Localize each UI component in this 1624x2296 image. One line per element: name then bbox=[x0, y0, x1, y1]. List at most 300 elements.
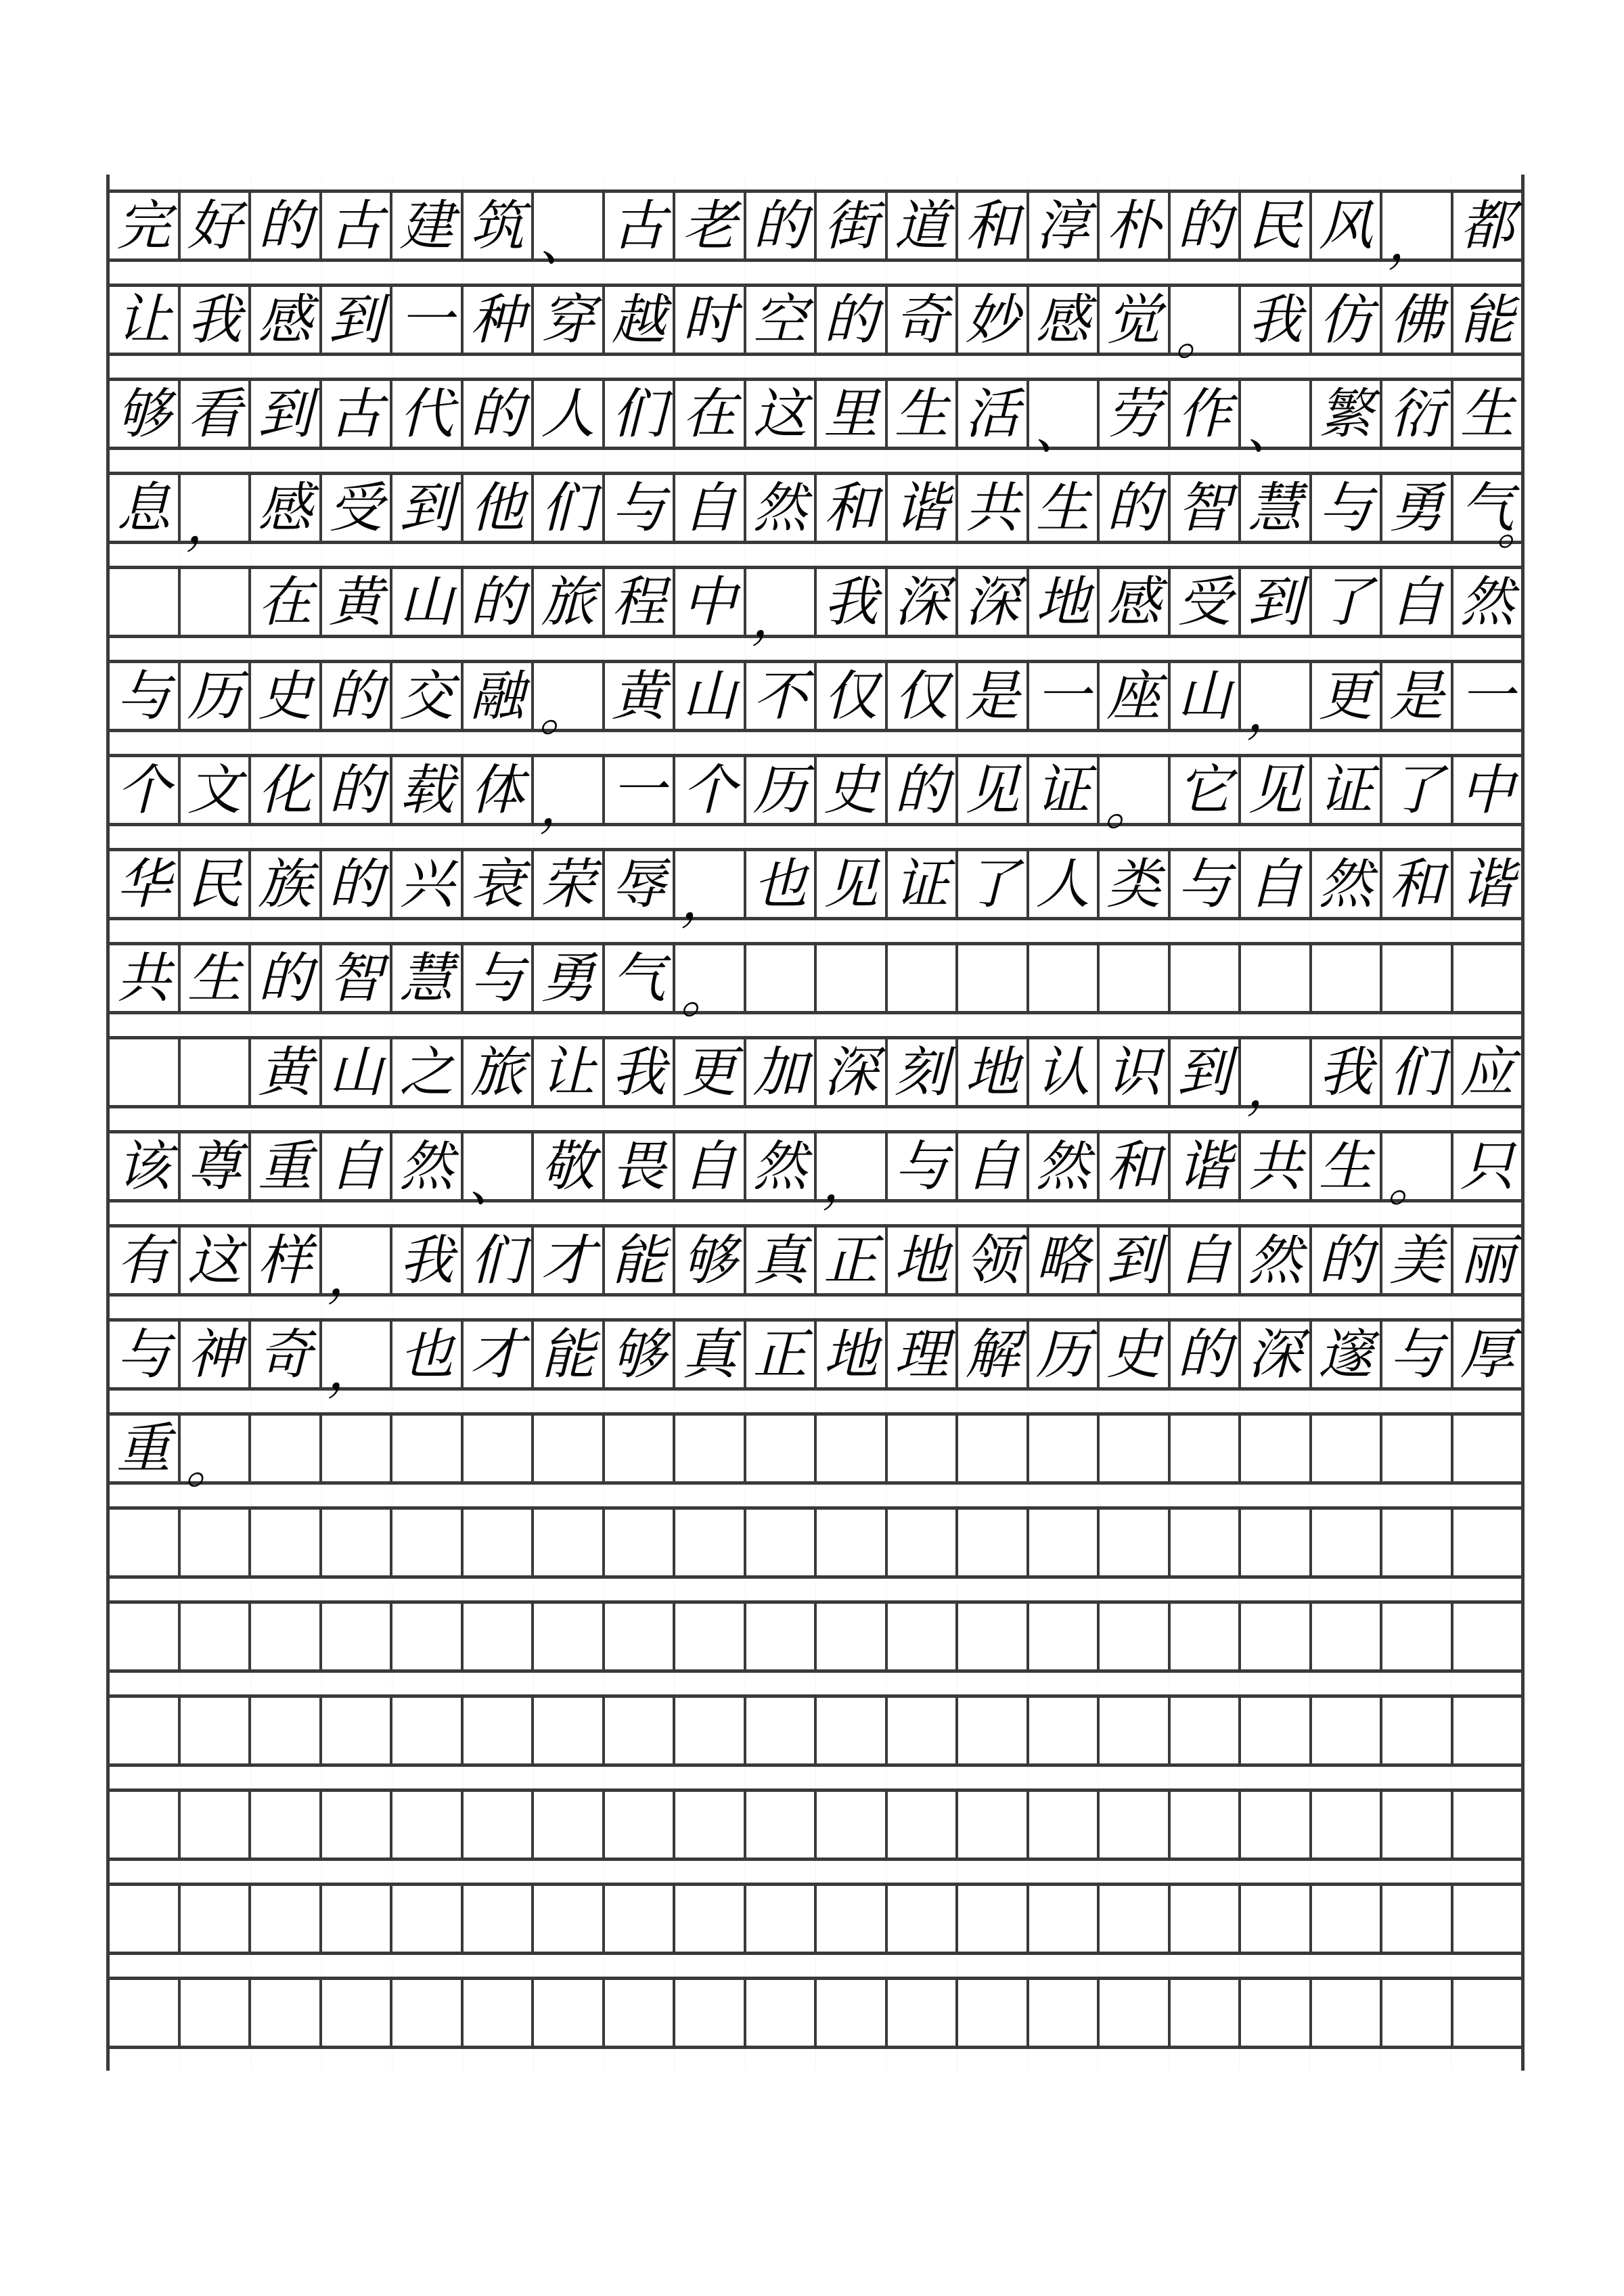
grid-cell-empty[interactable] bbox=[817, 945, 888, 1011]
grid-cell-filled[interactable] bbox=[817, 663, 888, 729]
grid-cell-filled[interactable] bbox=[1453, 193, 1522, 258]
grid-cell-empty[interactable] bbox=[1100, 1980, 1171, 2046]
grid-cell-empty[interactable] bbox=[181, 569, 252, 635]
grid-cell-filled[interactable] bbox=[322, 663, 393, 729]
grid-cell-filled[interactable] bbox=[181, 945, 252, 1011]
grid-cell-filled[interactable] bbox=[605, 1039, 676, 1105]
grid-cell-filled[interactable] bbox=[181, 1322, 252, 1387]
grid-cell-filled[interactable] bbox=[958, 851, 1029, 917]
grid-cell-filled[interactable] bbox=[817, 287, 888, 353]
grid-cell-empty[interactable] bbox=[1312, 1416, 1383, 1481]
grid-cell-empty[interactable] bbox=[675, 1886, 746, 1952]
grid-cell-filled[interactable] bbox=[534, 945, 605, 1011]
grid-cell-filled[interactable] bbox=[464, 569, 535, 635]
grid-cell-filled[interactable] bbox=[1382, 1228, 1453, 1293]
grid-cell-filled[interactable] bbox=[1029, 1322, 1100, 1387]
grid-cell-empty[interactable] bbox=[746, 1886, 817, 1952]
grid-cell-filled[interactable] bbox=[675, 381, 746, 447]
grid-cell-filled[interactable] bbox=[251, 193, 322, 258]
grid-cell-filled[interactable] bbox=[605, 851, 676, 917]
grid-cell-empty[interactable] bbox=[110, 1039, 181, 1105]
grid-cell-filled[interactable] bbox=[181, 287, 252, 353]
grid-cell-empty[interactable] bbox=[1029, 1698, 1100, 1763]
grid-cell-empty[interactable] bbox=[746, 1980, 817, 2046]
grid-cell-filled[interactable] bbox=[1312, 1228, 1383, 1293]
grid-cell-filled[interactable] bbox=[1029, 757, 1100, 823]
grid-cell-filled[interactable] bbox=[534, 381, 605, 447]
grid-cell-empty[interactable] bbox=[534, 1604, 605, 1669]
grid-cell-filled[interactable] bbox=[534, 1133, 605, 1199]
grid-cell-filled[interactable] bbox=[322, 569, 393, 635]
grid-cell-filled[interactable] bbox=[1241, 1133, 1312, 1199]
grid-cell-filled[interactable] bbox=[392, 1133, 464, 1199]
grid-cell-empty[interactable] bbox=[251, 1886, 322, 1952]
grid-cell-filled[interactable] bbox=[464, 1133, 535, 1213]
grid-cell-empty[interactable] bbox=[1241, 1698, 1312, 1763]
grid-cell-empty[interactable] bbox=[110, 1604, 181, 1669]
grid-cell-empty[interactable] bbox=[817, 1510, 888, 1575]
grid-cell-filled[interactable] bbox=[675, 1228, 746, 1293]
grid-cell-filled[interactable] bbox=[605, 1228, 676, 1293]
grid-cell-filled[interactable] bbox=[746, 475, 817, 541]
grid-cell-empty[interactable] bbox=[1241, 1792, 1312, 1858]
grid-cell-empty[interactable] bbox=[251, 1698, 322, 1763]
grid-cell-filled[interactable] bbox=[1029, 1039, 1100, 1105]
grid-cell-filled[interactable] bbox=[1453, 1228, 1522, 1293]
grid-cell-empty[interactable] bbox=[1312, 1604, 1383, 1669]
grid-cell-filled[interactable] bbox=[392, 1322, 464, 1387]
grid-cell-filled[interactable] bbox=[675, 1039, 746, 1105]
grid-cell-empty[interactable] bbox=[958, 1886, 1029, 1952]
grid-cell-filled[interactable] bbox=[534, 851, 605, 917]
grid-cell-empty[interactable] bbox=[958, 1980, 1029, 2046]
grid-cell-filled[interactable] bbox=[534, 757, 605, 836]
grid-cell-filled[interactable] bbox=[1312, 663, 1383, 729]
grid-cell-empty[interactable] bbox=[1312, 945, 1383, 1011]
grid-cell-empty[interactable] bbox=[392, 1604, 464, 1669]
grid-cell-filled[interactable] bbox=[1382, 287, 1453, 353]
grid-cell-filled[interactable] bbox=[464, 287, 535, 353]
grid-cell-filled[interactable] bbox=[534, 1228, 605, 1293]
grid-cell-filled[interactable] bbox=[1382, 475, 1453, 541]
grid-cell-filled[interactable] bbox=[464, 757, 535, 823]
grid-cell-filled[interactable] bbox=[534, 475, 605, 541]
grid-cell-filled[interactable] bbox=[817, 569, 888, 635]
grid-cell-filled[interactable] bbox=[605, 193, 676, 258]
grid-cell-empty[interactable] bbox=[746, 1416, 817, 1481]
grid-cell-filled[interactable] bbox=[958, 569, 1029, 635]
grid-cell-filled[interactable] bbox=[1029, 475, 1100, 541]
grid-cell-filled[interactable] bbox=[251, 1133, 322, 1199]
grid-cell-filled[interactable] bbox=[817, 475, 888, 541]
grid-cell-filled[interactable] bbox=[1382, 663, 1453, 729]
grid-cell-empty[interactable] bbox=[392, 1510, 464, 1575]
grid-cell-filled[interactable] bbox=[1171, 475, 1242, 541]
grid-cell-filled[interactable] bbox=[675, 851, 746, 930]
grid-cell-filled[interactable] bbox=[322, 851, 393, 917]
grid-cell-filled[interactable] bbox=[1241, 381, 1312, 460]
grid-cell-filled[interactable] bbox=[1241, 851, 1312, 917]
grid-cell-filled[interactable] bbox=[110, 851, 181, 917]
grid-cell-filled[interactable] bbox=[110, 1322, 181, 1387]
grid-cell-empty[interactable] bbox=[1382, 945, 1453, 1011]
grid-cell-filled[interactable] bbox=[1382, 1322, 1453, 1387]
grid-cell-filled[interactable] bbox=[251, 663, 322, 729]
grid-cell-empty[interactable] bbox=[181, 1792, 252, 1858]
grid-cell-filled[interactable] bbox=[464, 945, 535, 1011]
grid-cell-empty[interactable] bbox=[1453, 1886, 1522, 1952]
grid-cell-filled[interactable] bbox=[110, 757, 181, 823]
grid-cell-empty[interactable] bbox=[464, 1510, 535, 1575]
grid-cell-empty[interactable] bbox=[1382, 1416, 1453, 1481]
grid-cell-filled[interactable] bbox=[534, 1039, 605, 1105]
grid-cell-filled[interactable] bbox=[1241, 475, 1312, 541]
grid-cell-filled[interactable] bbox=[251, 569, 322, 635]
grid-cell-filled[interactable] bbox=[888, 1039, 959, 1105]
grid-cell-filled[interactable] bbox=[110, 1133, 181, 1199]
grid-cell-filled[interactable] bbox=[817, 1322, 888, 1387]
grid-cell-filled[interactable] bbox=[1100, 1133, 1171, 1199]
grid-cell-empty[interactable] bbox=[1100, 1886, 1171, 1952]
grid-cell-empty[interactable] bbox=[1100, 1416, 1171, 1481]
grid-cell-filled[interactable] bbox=[534, 287, 605, 353]
grid-cell-empty[interactable] bbox=[1241, 1604, 1312, 1669]
grid-cell-filled[interactable] bbox=[322, 757, 393, 823]
grid-cell-empty[interactable] bbox=[1312, 1886, 1383, 1952]
grid-cell-filled[interactable] bbox=[1241, 193, 1312, 258]
grid-cell-empty[interactable] bbox=[181, 1039, 252, 1105]
grid-cell-filled[interactable] bbox=[110, 381, 181, 447]
grid-cell-empty[interactable] bbox=[534, 1416, 605, 1481]
grid-cell-empty[interactable] bbox=[605, 1416, 676, 1481]
grid-cell-filled[interactable] bbox=[534, 569, 605, 635]
grid-cell-filled[interactable] bbox=[1453, 287, 1522, 353]
grid-cell-filled[interactable] bbox=[675, 1133, 746, 1199]
grid-cell-empty[interactable] bbox=[817, 1604, 888, 1669]
grid-cell-filled[interactable] bbox=[251, 1228, 322, 1293]
grid-cell-filled[interactable] bbox=[958, 475, 1029, 541]
grid-cell-empty[interactable] bbox=[322, 1792, 393, 1858]
grid-cell-filled[interactable] bbox=[110, 193, 181, 258]
grid-cell-empty[interactable] bbox=[1171, 1416, 1242, 1481]
grid-cell-filled[interactable] bbox=[888, 569, 959, 635]
grid-cell-filled[interactable] bbox=[1100, 1322, 1171, 1387]
grid-cell-filled[interactable] bbox=[817, 851, 888, 917]
grid-cell-empty[interactable] bbox=[1453, 1698, 1522, 1763]
grid-cell-empty[interactable] bbox=[181, 1604, 252, 1669]
grid-cell-filled[interactable] bbox=[1312, 381, 1383, 447]
grid-cell-empty[interactable] bbox=[675, 1980, 746, 2046]
grid-cell-filled[interactable] bbox=[1171, 1228, 1242, 1293]
grid-cell-empty[interactable] bbox=[322, 1980, 393, 2046]
grid-cell-empty[interactable] bbox=[1382, 1698, 1453, 1763]
grid-cell-filled[interactable] bbox=[1453, 757, 1522, 823]
grid-cell-filled[interactable] bbox=[1100, 475, 1171, 541]
grid-cell-empty[interactable] bbox=[746, 1698, 817, 1763]
grid-cell-empty[interactable] bbox=[1171, 1604, 1242, 1669]
grid-cell-empty[interactable] bbox=[181, 1980, 252, 2046]
grid-cell-filled[interactable] bbox=[958, 381, 1029, 447]
grid-cell-empty[interactable] bbox=[534, 1510, 605, 1575]
grid-cell-filled[interactable] bbox=[392, 945, 464, 1011]
grid-cell-filled[interactable] bbox=[1312, 475, 1383, 541]
grid-cell-filled[interactable] bbox=[888, 1228, 959, 1293]
grid-cell-filled[interactable] bbox=[322, 1133, 393, 1199]
grid-cell-filled[interactable] bbox=[1312, 851, 1383, 917]
grid-cell-empty[interactable] bbox=[888, 1792, 959, 1858]
grid-cell-filled[interactable] bbox=[251, 945, 322, 1011]
grid-cell-empty[interactable] bbox=[1171, 1980, 1242, 2046]
grid-cell-empty[interactable] bbox=[464, 1604, 535, 1669]
grid-cell-empty[interactable] bbox=[958, 1604, 1029, 1669]
grid-cell-filled[interactable] bbox=[1100, 287, 1171, 353]
grid-cell-filled[interactable] bbox=[464, 851, 535, 917]
grid-cell-empty[interactable] bbox=[1382, 1604, 1453, 1669]
grid-cell-filled[interactable] bbox=[888, 475, 959, 541]
grid-cell-filled[interactable] bbox=[464, 1322, 535, 1387]
grid-cell-empty[interactable] bbox=[1100, 945, 1171, 1011]
grid-cell-filled[interactable] bbox=[1029, 1228, 1100, 1293]
grid-cell-filled[interactable] bbox=[1029, 851, 1100, 917]
grid-cell-empty[interactable] bbox=[1453, 1604, 1522, 1669]
grid-cell-filled[interactable] bbox=[251, 1322, 322, 1387]
grid-cell-filled[interactable] bbox=[534, 663, 605, 742]
grid-cell-filled[interactable] bbox=[746, 569, 817, 648]
grid-cell-filled[interactable] bbox=[1312, 757, 1383, 823]
grid-cell-empty[interactable] bbox=[1382, 1980, 1453, 2046]
grid-cell-filled[interactable] bbox=[464, 381, 535, 447]
grid-cell-empty[interactable] bbox=[1029, 1792, 1100, 1858]
grid-cell-filled[interactable] bbox=[958, 1322, 1029, 1387]
grid-cell-filled[interactable] bbox=[1241, 287, 1312, 353]
grid-cell-filled[interactable] bbox=[1100, 193, 1171, 258]
grid-cell-empty[interactable] bbox=[1241, 1510, 1312, 1575]
grid-cell-filled[interactable] bbox=[746, 1322, 817, 1387]
grid-cell-empty[interactable] bbox=[1100, 1792, 1171, 1858]
grid-cell-filled[interactable] bbox=[888, 1133, 959, 1199]
grid-cell-empty[interactable] bbox=[1453, 1416, 1522, 1481]
grid-cell-filled[interactable] bbox=[534, 193, 605, 272]
grid-cell-filled[interactable] bbox=[322, 1228, 393, 1307]
grid-cell-filled[interactable] bbox=[817, 381, 888, 447]
grid-cell-empty[interactable] bbox=[675, 1510, 746, 1575]
grid-cell-filled[interactable] bbox=[1453, 663, 1522, 729]
grid-cell-filled[interactable] bbox=[1029, 663, 1100, 729]
grid-cell-filled[interactable] bbox=[605, 381, 676, 447]
grid-cell-filled[interactable] bbox=[322, 1322, 393, 1401]
grid-cell-filled[interactable] bbox=[746, 287, 817, 353]
grid-cell-empty[interactable] bbox=[181, 1510, 252, 1575]
grid-cell-filled[interactable] bbox=[675, 569, 746, 635]
grid-cell-empty[interactable] bbox=[1382, 1792, 1453, 1858]
grid-cell-filled[interactable] bbox=[746, 1039, 817, 1105]
grid-cell-filled[interactable] bbox=[1382, 193, 1453, 272]
grid-cell-empty[interactable] bbox=[392, 1886, 464, 1952]
grid-cell-filled[interactable] bbox=[1453, 851, 1522, 917]
grid-cell-filled[interactable] bbox=[1029, 193, 1100, 258]
grid-cell-empty[interactable] bbox=[534, 1698, 605, 1763]
grid-cell-empty[interactable] bbox=[1029, 1604, 1100, 1669]
grid-cell-filled[interactable] bbox=[110, 663, 181, 729]
grid-cell-filled[interactable] bbox=[958, 1133, 1029, 1199]
grid-cell-empty[interactable] bbox=[888, 1980, 959, 2046]
grid-cell-empty[interactable] bbox=[817, 1886, 888, 1952]
grid-cell-empty[interactable] bbox=[746, 945, 817, 1011]
grid-cell-filled[interactable] bbox=[1453, 569, 1522, 635]
grid-cell-filled[interactable] bbox=[888, 381, 959, 447]
grid-cell-filled[interactable] bbox=[464, 663, 535, 729]
grid-cell-filled[interactable] bbox=[1312, 193, 1383, 258]
grid-cell-empty[interactable] bbox=[110, 1980, 181, 2046]
grid-cell-empty[interactable] bbox=[1382, 1510, 1453, 1575]
grid-cell-filled[interactable] bbox=[392, 1228, 464, 1293]
grid-cell-empty[interactable] bbox=[1100, 1604, 1171, 1669]
grid-cell-empty[interactable] bbox=[534, 1792, 605, 1858]
grid-cell-filled[interactable] bbox=[1241, 569, 1312, 635]
grid-cell-empty[interactable] bbox=[464, 1416, 535, 1481]
grid-cell-empty[interactable] bbox=[464, 1980, 535, 2046]
grid-cell-filled[interactable] bbox=[888, 663, 959, 729]
grid-cell-empty[interactable] bbox=[605, 1980, 676, 2046]
grid-cell-filled[interactable] bbox=[392, 287, 464, 353]
grid-cell-empty[interactable] bbox=[888, 1510, 959, 1575]
grid-cell-empty[interactable] bbox=[1029, 945, 1100, 1011]
grid-cell-empty[interactable] bbox=[392, 1980, 464, 2046]
grid-cell-empty[interactable] bbox=[817, 1416, 888, 1481]
grid-cell-filled[interactable] bbox=[1453, 1039, 1522, 1105]
grid-cell-filled[interactable] bbox=[958, 663, 1029, 729]
grid-cell-filled[interactable] bbox=[888, 193, 959, 258]
grid-cell-filled[interactable] bbox=[110, 287, 181, 353]
grid-cell-empty[interactable] bbox=[958, 1698, 1029, 1763]
grid-cell-empty[interactable] bbox=[958, 1416, 1029, 1481]
grid-cell-empty[interactable] bbox=[181, 1698, 252, 1763]
grid-cell-filled[interactable] bbox=[1171, 1039, 1242, 1105]
grid-cell-filled[interactable] bbox=[1100, 1228, 1171, 1293]
grid-cell-filled[interactable] bbox=[746, 381, 817, 447]
grid-cell-empty[interactable] bbox=[1382, 1886, 1453, 1952]
grid-cell-filled[interactable] bbox=[181, 757, 252, 823]
grid-cell-filled[interactable] bbox=[888, 1322, 959, 1387]
grid-cell-filled[interactable] bbox=[888, 287, 959, 353]
grid-cell-empty[interactable] bbox=[1171, 1886, 1242, 1952]
grid-cell-filled[interactable] bbox=[392, 851, 464, 917]
grid-cell-empty[interactable] bbox=[675, 1698, 746, 1763]
grid-cell-filled[interactable] bbox=[392, 757, 464, 823]
grid-cell-empty[interactable] bbox=[1453, 1792, 1522, 1858]
grid-cell-filled[interactable] bbox=[1241, 757, 1312, 823]
grid-cell-filled[interactable] bbox=[605, 757, 676, 823]
grid-cell-filled[interactable] bbox=[605, 663, 676, 729]
grid-cell-filled[interactable] bbox=[251, 1039, 322, 1105]
grid-cell-filled[interactable] bbox=[251, 757, 322, 823]
grid-cell-filled[interactable] bbox=[1453, 475, 1544, 556]
grid-cell-empty[interactable] bbox=[746, 1792, 817, 1858]
grid-cell-empty[interactable] bbox=[675, 1416, 746, 1481]
grid-cell-filled[interactable] bbox=[675, 1322, 746, 1387]
grid-cell-empty[interactable] bbox=[817, 1698, 888, 1763]
grid-cell-filled[interactable] bbox=[251, 381, 322, 447]
grid-cell-filled[interactable] bbox=[1029, 569, 1100, 635]
grid-cell-empty[interactable] bbox=[392, 1416, 464, 1481]
grid-cell-empty[interactable] bbox=[181, 1886, 252, 1952]
grid-cell-empty[interactable] bbox=[322, 1604, 393, 1669]
grid-cell-empty[interactable] bbox=[1241, 1416, 1312, 1481]
grid-cell-filled[interactable] bbox=[1100, 1039, 1171, 1105]
grid-cell-filled[interactable] bbox=[675, 945, 746, 1025]
grid-cell-empty[interactable] bbox=[605, 1604, 676, 1669]
grid-cell-empty[interactable] bbox=[888, 945, 959, 1011]
grid-cell-empty[interactable] bbox=[817, 1792, 888, 1858]
grid-cell-empty[interactable] bbox=[1029, 1886, 1100, 1952]
grid-cell-empty[interactable] bbox=[605, 1698, 676, 1763]
grid-cell-empty[interactable] bbox=[1029, 1510, 1100, 1575]
grid-cell-filled[interactable] bbox=[322, 1039, 393, 1105]
grid-cell-filled[interactable] bbox=[322, 287, 393, 353]
grid-cell-filled[interactable] bbox=[1171, 1322, 1242, 1387]
grid-cell-filled[interactable] bbox=[675, 287, 746, 353]
grid-cell-filled[interactable] bbox=[675, 193, 746, 258]
grid-cell-filled[interactable] bbox=[675, 757, 746, 823]
grid-cell-empty[interactable] bbox=[322, 1698, 393, 1763]
grid-cell-empty[interactable] bbox=[464, 1698, 535, 1763]
grid-cell-empty[interactable] bbox=[605, 1510, 676, 1575]
grid-cell-filled[interactable] bbox=[605, 569, 676, 635]
grid-cell-empty[interactable] bbox=[110, 569, 181, 635]
grid-cell-filled[interactable] bbox=[110, 475, 181, 541]
grid-cell-empty[interactable] bbox=[251, 1604, 322, 1669]
grid-cell-filled[interactable] bbox=[1312, 1039, 1383, 1105]
grid-cell-filled[interactable] bbox=[675, 663, 746, 729]
grid-cell-filled[interactable] bbox=[1382, 569, 1453, 635]
grid-cell-filled[interactable] bbox=[181, 663, 252, 729]
grid-cell-filled[interactable] bbox=[1312, 569, 1383, 635]
grid-cell-empty[interactable] bbox=[958, 1510, 1029, 1575]
grid-cell-empty[interactable] bbox=[392, 1698, 464, 1763]
grid-cell-empty[interactable] bbox=[888, 1604, 959, 1669]
grid-cell-empty[interactable] bbox=[675, 1792, 746, 1858]
grid-cell-filled[interactable] bbox=[1171, 1133, 1242, 1199]
grid-cell-filled[interactable] bbox=[322, 945, 393, 1011]
grid-cell-filled[interactable] bbox=[181, 1416, 252, 1495]
grid-cell-empty[interactable] bbox=[322, 1886, 393, 1952]
grid-cell-filled[interactable] bbox=[1171, 287, 1242, 366]
grid-cell-empty[interactable] bbox=[958, 945, 1029, 1011]
grid-cell-empty[interactable] bbox=[1453, 1510, 1522, 1575]
grid-cell-filled[interactable] bbox=[675, 475, 746, 541]
grid-cell-filled[interactable] bbox=[1171, 193, 1242, 258]
grid-cell-filled[interactable] bbox=[1171, 569, 1242, 635]
grid-cell-filled[interactable] bbox=[181, 1133, 252, 1199]
grid-cell-empty[interactable] bbox=[1171, 1698, 1242, 1763]
grid-cell-filled[interactable] bbox=[746, 757, 817, 823]
grid-cell-filled[interactable] bbox=[1100, 381, 1171, 447]
grid-cell-filled[interactable] bbox=[1453, 1133, 1522, 1199]
grid-cell-empty[interactable] bbox=[1100, 1510, 1171, 1575]
grid-cell-filled[interactable] bbox=[464, 475, 535, 541]
grid-cell-empty[interactable] bbox=[1241, 945, 1312, 1011]
grid-cell-filled[interactable] bbox=[958, 287, 1029, 353]
grid-cell-empty[interactable] bbox=[1312, 1698, 1383, 1763]
grid-cell-filled[interactable] bbox=[1100, 569, 1171, 635]
grid-cell-filled[interactable] bbox=[817, 1228, 888, 1293]
grid-cell-filled[interactable] bbox=[1100, 663, 1171, 729]
grid-cell-filled[interactable] bbox=[1100, 757, 1171, 836]
grid-cell-empty[interactable] bbox=[605, 1886, 676, 1952]
grid-cell-empty[interactable] bbox=[1312, 1792, 1383, 1858]
grid-cell-filled[interactable] bbox=[817, 193, 888, 258]
grid-cell-empty[interactable] bbox=[1029, 1980, 1100, 2046]
